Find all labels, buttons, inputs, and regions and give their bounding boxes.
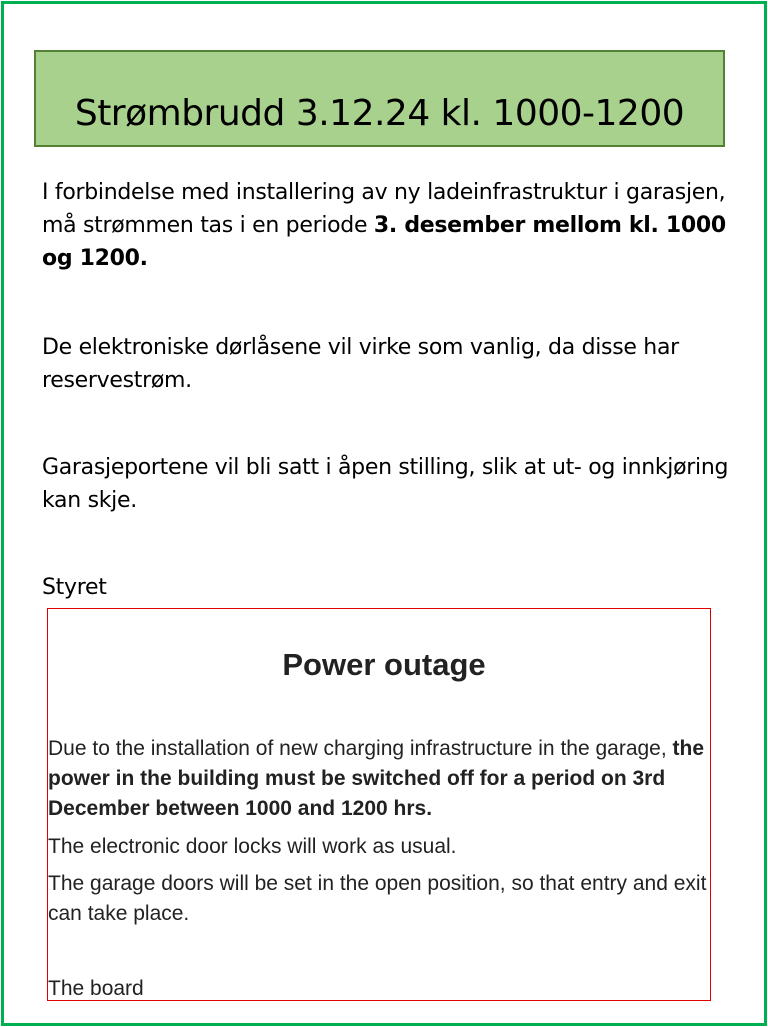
english-title: Power outage [282,647,486,682]
english-paragraph-1 [48,734,708,824]
norwegian-paragraph-2: De elektroniske dørlåsene vil virke som vanlig, da disse har reservestrøm. [42,335,679,393]
title-banner [34,50,725,147]
norwegian-paragraph-3: Garasjeportene vil bli satt i åpen stilling, slik at ut- og innkjøring kan skje. [42,455,729,513]
norwegian-paragraph-1-text: I forbindelse med installering av ny ladeinfrastruktur i garasjen, må strømmen tas i en periode [42,180,726,238]
english-paragraph-1-text: Due to the installation of new charging infrastructure in the garage, [48,737,673,760]
english-paragraph-1-bold: the power in the building must be switched off for a period on 3rd December between 1000 and 1200 hrs. [48,737,705,820]
english-signature: The board [48,977,144,1000]
page-title: Strømbrudd 3.12.24 kl. 1000-1200 [74,93,685,134]
english-paragraph-3: The garage doors will be set in the open position, so that entry and exit can take place. [48,872,707,925]
norwegian-paragraph-1-bold: 3. desember mellom kl. 1000 og 1200. [42,213,726,271]
norwegian-paragraph-1 [42,176,742,275]
norwegian-signature: Styret [42,575,107,600]
english-paragraph-2: The electronic door locks will work as usual. [48,835,457,858]
